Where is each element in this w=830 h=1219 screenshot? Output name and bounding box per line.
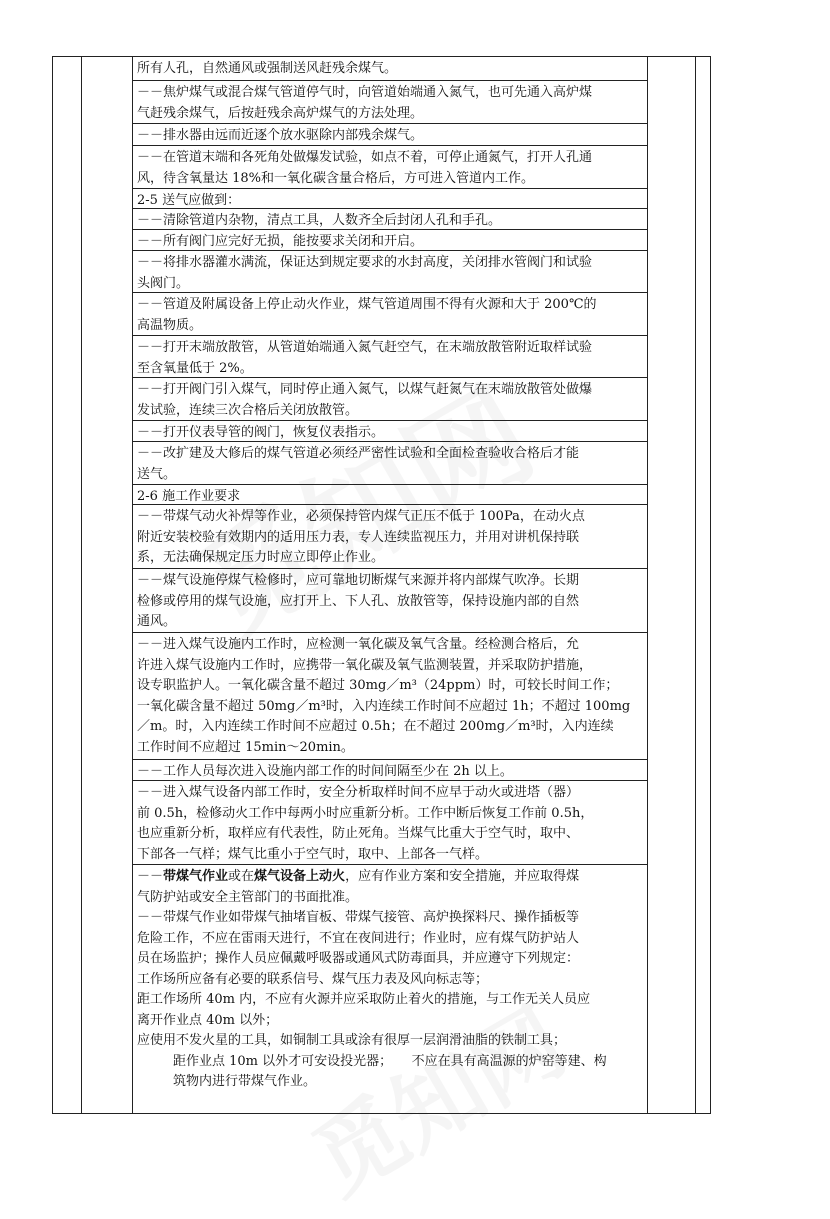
- row-text-line: －－焦炉煤气或混合煤气管道停气时，向管道始端通入氮气，也可先通入高炉煤: [137, 85, 593, 100]
- row-text-line: －－打开末端放散管，从管道始端通入氮气赶空气，在末端放散管附近取样试验: [137, 340, 593, 355]
- text-span: ，应有作业方案和安全措施，并应取得煤: [345, 869, 580, 884]
- procedure-rows: [133, 57, 647, 1095]
- table-row: [133, 209, 647, 230]
- row-text-line: －－管道及附属设备上停止动火作业，煤气管道周围不得有火源和大于 200℃的: [137, 297, 597, 312]
- row-text-line: －－改扩建及大修后的煤气管道必须经严密性试验和全面检查验收合格后才能: [137, 446, 580, 461]
- table-col-border: [710, 56, 711, 1114]
- row-text-line: －－进入煤气设备内部工作时，安全分析取样时间不应早于动火或进塔（器）: [137, 785, 580, 800]
- row-text-line: 一氧化碳含量不超过 50mg／m³时，入内连续工作时间不应超过 1h；不超过 100mg: [137, 698, 631, 714]
- table-row: [133, 865, 647, 1095]
- row-text-line: －－工作人员每次进入设施内部工作的时间间隔至少在 2h 以上。: [137, 764, 513, 779]
- row-text-line: ／m。时，入内连续工作时间不应超过 0.5h；在不超过 200mg／m³时，入内连续: [137, 719, 614, 734]
- row-text-line: [137, 867, 643, 888]
- table-col-border: [695, 56, 696, 1114]
- row-text-line: 工作时间不应超过 15min～20min。: [137, 739, 354, 755]
- table-row: [133, 251, 647, 293]
- row-text-line: －－所有阀门应完好无损，能按要求关闭和开启。: [137, 234, 424, 249]
- text-span: －－: [137, 869, 164, 884]
- row-text-line: 应使用不发火星的工具，如铜制工具或涂有很厚一层润滑油脂的铁制工具；: [137, 1033, 567, 1048]
- table-row: [133, 505, 647, 569]
- table-row: [133, 189, 647, 209]
- row-text-line: 发试验，连续三次合格后关闭放散管。: [137, 402, 359, 418]
- row-text-line: －－排水器由远而近逐个放水驱除内部残余煤气。: [137, 128, 424, 143]
- row-text-line: 头阀门。: [137, 275, 190, 291]
- row-text-line: 设专职监护人。一氧化碳含量不超过 30mg／m³（24ppm）时，可较长时间工作；: [137, 678, 619, 693]
- table-col-border: [647, 56, 648, 1114]
- row-text-line: 2-5 送气应做到：: [137, 193, 241, 208]
- row-text-line: 气防护站或安全主管部门的书面批准。: [137, 889, 359, 905]
- table-col-border: [81, 56, 82, 1114]
- table-row: [133, 57, 647, 81]
- table-row: [133, 569, 647, 633]
- row-text-line: 距作业点 10m 以外才可安设投光器； 不应在具有高温源的炉窑等建、构: [173, 1053, 607, 1069]
- row-text-line: －－进入煤气设施内工作时，应检测一氧化碳及氧气含量。经检测合格后，允: [137, 637, 580, 652]
- row-text-line: －－打开阀门引入煤气，同时停止通入氮气，以煤气赶氮气在末端放散管处做爆: [137, 382, 593, 397]
- row-text-line: 许进入煤气设施内工作时，应携带一氧化碳及氧气监测装置，并采取防护措施，: [137, 657, 593, 673]
- row-text-line: 工作场所应备有必要的联系信号、煤气压力表及风向标志等；: [137, 971, 489, 987]
- row-text-line: 离开作业点 40m 以外；: [137, 1012, 279, 1028]
- table-bottom-border: [52, 1113, 710, 1114]
- row-text-line: 风，待含氧量达 18%和一氧化碳含量合格后，方可进入管道内工作。: [137, 170, 535, 186]
- row-text-line: －－煤气设施停煤气检修时，应可靠地切断煤气来源并将内部煤气吹净。长期: [137, 573, 580, 588]
- row-text-line: 高温物质。: [137, 317, 203, 333]
- table-row: [133, 760, 647, 781]
- table-row: [133, 633, 647, 760]
- row-text-line: －－清除管道内杂物，清点工具，人数齐全后封闭人孔和手孔。: [137, 213, 502, 228]
- bold-phrase: 煤气设备上动火: [254, 869, 346, 884]
- table-row: [133, 124, 647, 146]
- table-row: [133, 293, 647, 336]
- row-text-line: 2-6 施工作业要求: [137, 489, 241, 504]
- row-text-line: －－带煤气作业如带煤气抽堵盲板、带煤气接管、高炉换探料尺、操作插板等: [137, 910, 580, 925]
- table-row: [133, 146, 647, 189]
- bold-phrase: 带煤气作业: [163, 869, 229, 884]
- text-span: 或在: [228, 869, 255, 884]
- row-text-line: 至含氧量低于 2%。: [137, 360, 253, 376]
- row-text-line: 送气。: [137, 466, 177, 482]
- row-text-line: 筑物内进行带煤气作业。: [173, 1074, 317, 1089]
- table-col-border: [52, 56, 53, 1114]
- row-text-line: 也应重新分析，取样应有代表性，防止死角。当煤气比重大于空气时，取中、: [137, 826, 580, 841]
- row-text-line: 附近安装校验有效期内的适用压力表，专人连续监视压力，并用对讲机保持联: [137, 529, 580, 545]
- row-text-line: 下部各一气样；煤气比重小于空气时，取中、上部各一气样。: [137, 846, 489, 862]
- row-text-line: －－打开仪表导管的阀门，恢复仪表指示。: [137, 425, 385, 440]
- row-text-line: 所有人孔，自然通风或强制送风赶残余煤气。: [137, 61, 398, 76]
- table-row: [133, 81, 647, 124]
- table-row: [133, 781, 647, 865]
- row-text-line: 距工作场所 40m 内，不应有火源并应采取防止着火的措施，与工作无关人员应: [137, 992, 591, 1007]
- row-text-line: 员在场监护；操作人员应佩戴呼吸器或通风式防毒面具，并应遵守下列规定：: [137, 951, 580, 966]
- table-row: [133, 485, 647, 505]
- row-text-line: 检修或停用的煤气设施，应打开上、下人孔、放散管等，保持设施内部的自然: [137, 593, 580, 609]
- row-text-line: 通风。: [137, 614, 177, 629]
- row-text-line: －－带煤气动火补焊等作业，必须保持管内煤气正压不低于 100Pa，在动火点: [137, 509, 585, 524]
- row-text-line: 气赶残余煤气，后按赶残余高炉煤气的方法处理。: [137, 105, 424, 121]
- table-row: [133, 378, 647, 421]
- row-text-line: 危险工作，不应在雷雨天进行，不宜在夜间进行；作业时，应有煤气防护站人: [137, 930, 580, 946]
- table-row: [133, 230, 647, 251]
- row-text-line: －－在管道末端和各死角处做爆发试验，如点不着，可停止通氮气，打开人孔通: [137, 150, 593, 165]
- table-row: [133, 336, 647, 378]
- row-text-line: 系，无法确保规定压力时应立即停止作业。: [137, 550, 385, 565]
- row-text-line: 前 0.5h，检修动火工作中每两小时应重新分析。工作中断后恢复工作前 0.5h，: [137, 805, 594, 821]
- table-row: [133, 442, 647, 485]
- row-text-line: －－将排水器灌水满流，保证达到规定要求的水封高度，关闭排水管阀门和试验: [137, 255, 593, 270]
- table-row: [133, 421, 647, 442]
